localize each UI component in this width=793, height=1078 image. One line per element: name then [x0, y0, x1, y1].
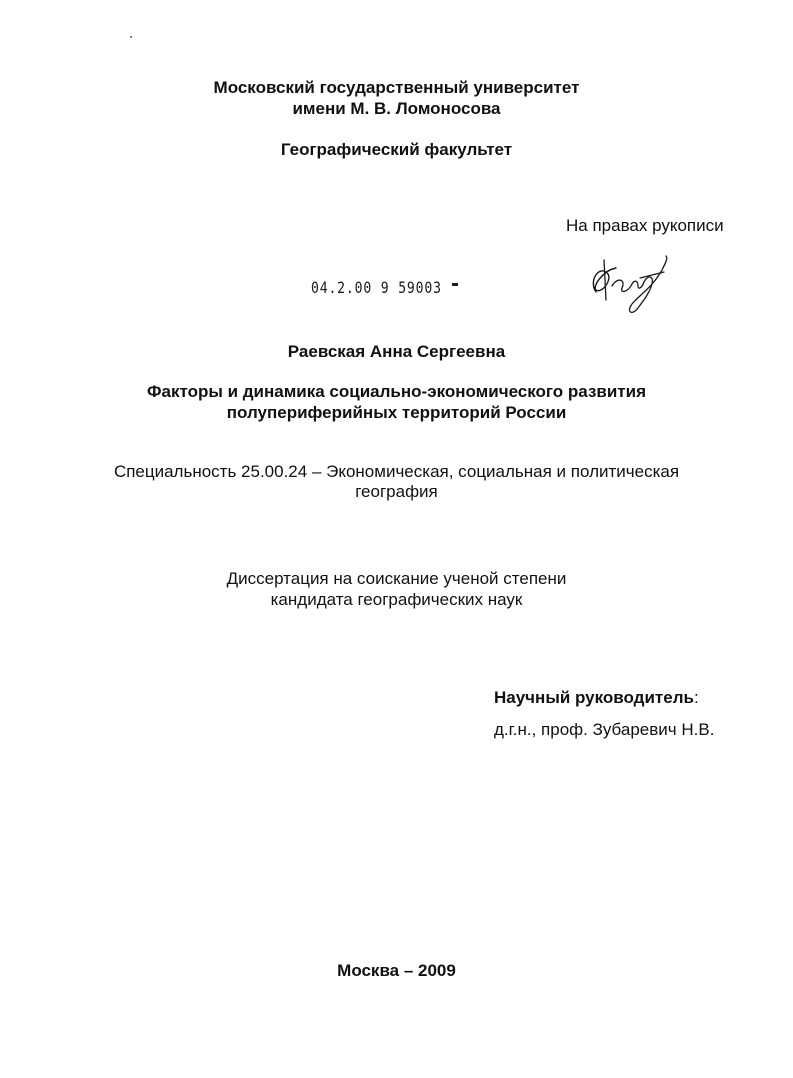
university-name-line2: имени М. В. Ломоносова	[292, 99, 501, 118]
author-name: Раевская Анна Сергеевна	[287, 342, 506, 361]
registration-number-stamp: 04.2.00 9 59003	[311, 278, 442, 297]
author-signature	[582, 250, 674, 320]
supervisor-colon: :	[693, 688, 699, 707]
supervisor-label: Научный руководитель	[494, 688, 694, 707]
supervisor-label-block	[494, 688, 699, 708]
faculty-name: Географический факультет	[280, 140, 513, 159]
degree-line2: кандидата географических наук	[270, 590, 523, 609]
dissertation-title-line1: Факторы и динамика социально-экономического развития	[147, 382, 646, 401]
supervisor-name: д.г.н., проф. Зубаревич Н.В.	[494, 720, 715, 739]
manuscript-note: На правах рукописи	[566, 216, 724, 235]
city-year: Москва – 2009	[337, 961, 456, 980]
stamp-mark	[452, 283, 458, 286]
specialty-line1: Специальность 25.00.24 – Экономическая, социальная и политическая	[113, 462, 680, 481]
specialty-line2: география	[355, 482, 438, 501]
scan-speck	[130, 36, 132, 38]
dissertation-title-line2: полупериферийных территорий России	[226, 403, 567, 422]
university-name-line1: Московский государственный университет	[213, 78, 580, 97]
degree-line1: Диссертация на соискание ученой степени	[226, 569, 567, 588]
